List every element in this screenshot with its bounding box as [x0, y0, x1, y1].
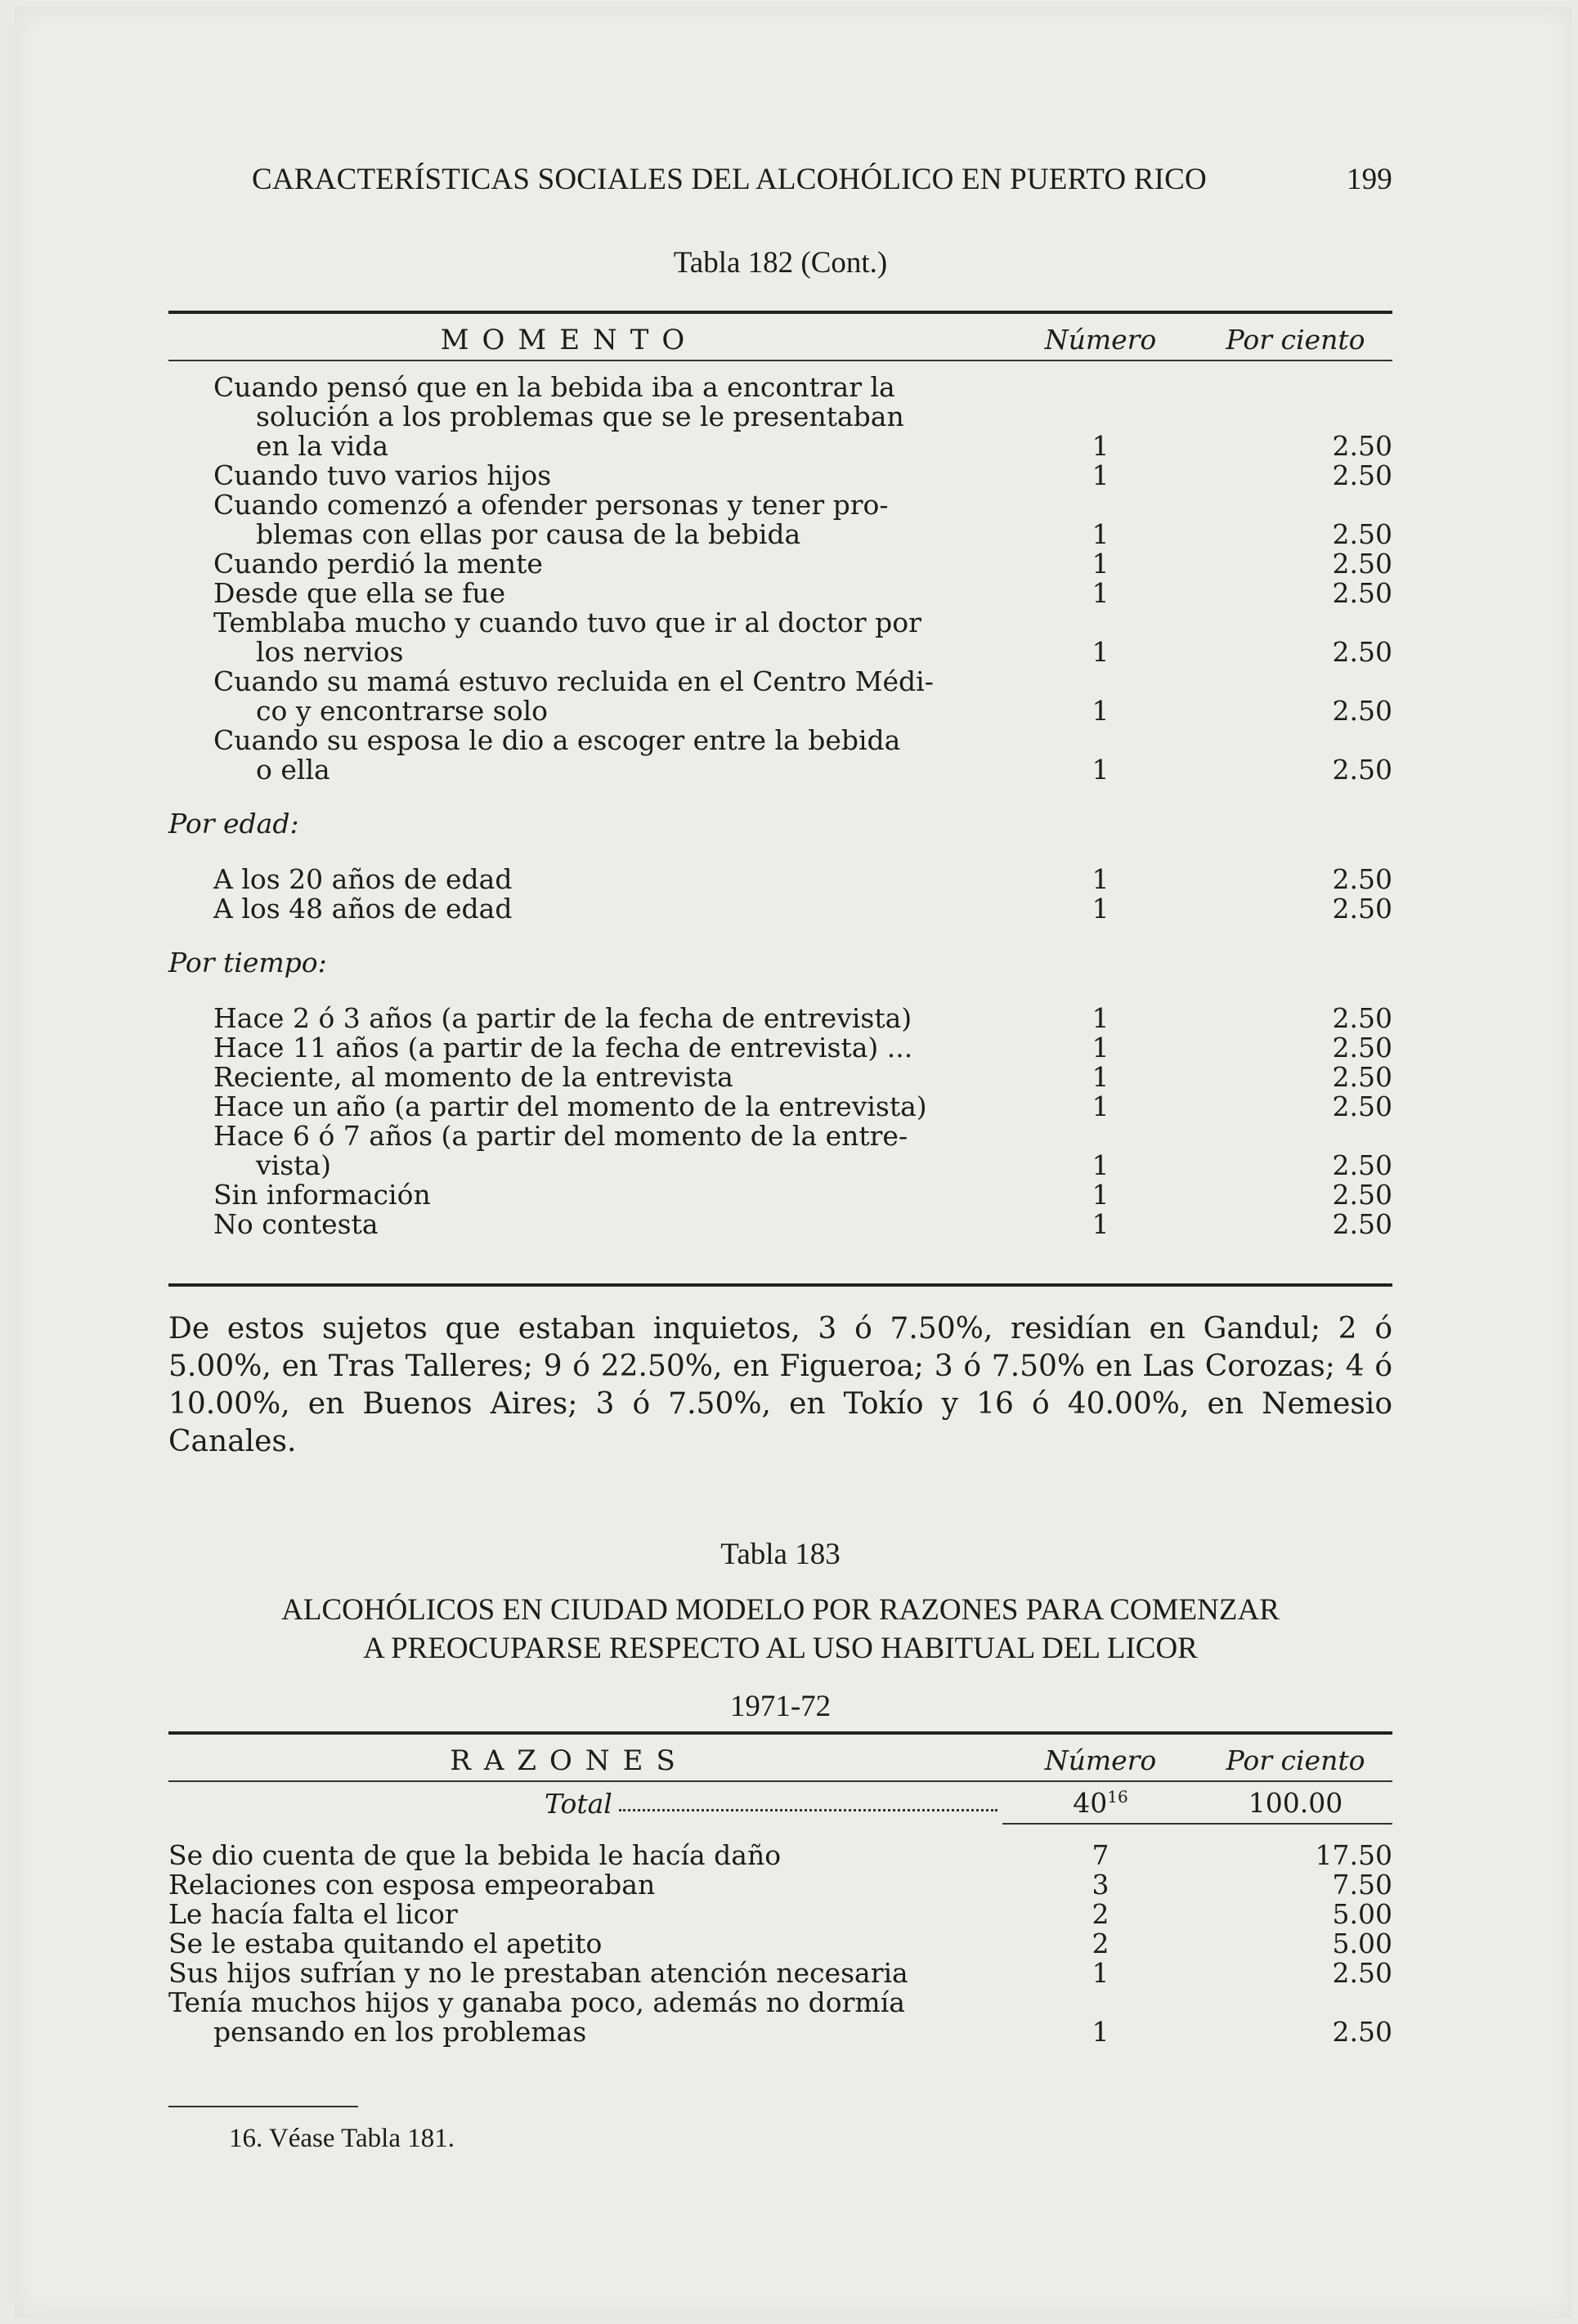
row-line: [168, 1870, 1002, 1900]
table-183-title-line1: ALCOHÓLICOS EN CIUDAD MODELO POR RAZONES PARA COMENZAR: [281, 1593, 1280, 1627]
row-percent: 2.50: [1332, 1957, 1392, 1989]
row-text: Se le estaba quitando el apetito: [168, 1928, 603, 1959]
row-percent: 7.50: [1332, 1869, 1392, 1901]
table-row: [168, 1180, 1392, 1210]
row-description: [168, 1063, 1002, 1092]
row-text: A los 20 años de edad: [213, 863, 513, 895]
row-number: 1: [1092, 1002, 1110, 1034]
row-number: 1: [1092, 1957, 1110, 1989]
header-number: Número: [1002, 1738, 1199, 1781]
row-text: Relaciones con esposa empeoraban: [168, 1869, 656, 1901]
row-description: [168, 1180, 1002, 1210]
row-line: [213, 579, 1002, 608]
row-text: vista): [256, 1149, 331, 1181]
table-row: [168, 1092, 1392, 1122]
table-row: [168, 490, 1392, 549]
row-text: en la vida: [256, 430, 388, 462]
row-number: 7: [1092, 1839, 1110, 1871]
footnote: [229, 2124, 455, 2154]
row-line: [213, 520, 1002, 549]
row-text: Cuando tuvo varios hijos: [213, 459, 552, 491]
row-line: [168, 1900, 1002, 1929]
row-line: Cuando pensó que en la bebida iba a encontrar la: [213, 371, 895, 403]
row-number: 1: [1092, 1061, 1110, 1093]
table-row: [168, 579, 1392, 608]
row-text: Hace 11 años (a partir de la fecha de entrevista) ...: [213, 1032, 913, 1063]
row-percent: 2.50: [1332, 1061, 1392, 1093]
table-row: [168, 549, 1392, 579]
row-description: [168, 1004, 1002, 1033]
row-text: Hace 2 ó 3 años (a partir de la fecha de entrevista): [213, 1002, 912, 1034]
row-line: [213, 461, 1002, 490]
row-percent: 2.50: [1332, 459, 1392, 491]
footnote-text: 16. Véase Tabla 181.: [229, 2124, 455, 2153]
row-number: 1: [1092, 459, 1110, 491]
row-description: [168, 579, 1002, 608]
row-line: [213, 549, 1002, 579]
row-percent: 2.50: [1332, 2016, 1392, 2048]
row-description: [168, 461, 1002, 490]
table-183-title: [137, 1592, 1423, 1666]
row-description: [168, 1959, 1002, 1988]
row-description: [168, 1092, 1002, 1122]
row-text: pensando en los problemas: [213, 2016, 587, 2048]
row-line: [213, 696, 1002, 726]
row-number: 1: [1092, 754, 1110, 786]
row-text: los nervios: [256, 636, 404, 668]
row-line: [213, 1033, 1002, 1063]
row-number: 1: [1092, 636, 1110, 668]
table-183-top-rule: [168, 1731, 1392, 1735]
row-text: Desde que ella se fue: [213, 577, 506, 609]
row-description: [168, 1929, 1002, 1959]
total-number: [1002, 1781, 1199, 1824]
table-182-caption: [168, 245, 1392, 280]
row-line: Cuando su mamá estuvo recluida en el Centro Médi-: [213, 665, 934, 697]
row-number: 1: [1092, 863, 1110, 895]
row-line: [213, 1063, 1002, 1092]
row-line: Cuando su esposa le dio a escoger entre la bebida: [213, 724, 901, 756]
row-text: co y encontrarse solo: [256, 695, 549, 727]
running-head-title: CARACTERÍSTICAS SOCIALES DEL ALCOHÓLICO EN PUERTO RICO: [252, 163, 1207, 196]
row-description: [168, 1033, 1002, 1063]
table-header-row: [168, 1738, 1392, 1781]
row-text: Hace un año (a partir del momento de la entrevista): [213, 1090, 927, 1122]
row-line: [213, 638, 1002, 667]
row-line: [213, 1092, 1002, 1122]
row-percent: 2.50: [1332, 695, 1392, 727]
row-line: [168, 1841, 1002, 1870]
row-percent: 2.50: [1332, 636, 1392, 668]
row-description: [168, 1900, 1002, 1929]
table-182-caption-text: Tabla 182 (Cont.): [673, 246, 888, 280]
row-percent: 2.50: [1332, 863, 1392, 895]
row-line: [213, 1004, 1002, 1033]
table-182-top-rule: [168, 311, 1392, 314]
table-183-title-line2: A PREOCUPARSE RESPECTO AL USO HABITUAL DEL LICOR: [363, 1632, 1198, 1665]
row-text: Reciente, al momento de la entrevista: [213, 1061, 733, 1093]
row-percent: 5.00: [1332, 1928, 1392, 1959]
row-description: [168, 608, 1002, 667]
row-line: Temblaba mucho y cuando tuvo que ir al doctor por: [213, 607, 921, 638]
row-text: Cuando perdió la mente: [213, 548, 543, 580]
row-description: [168, 894, 1002, 924]
section-por-tiempo: [168, 924, 1392, 1004]
page-number: 199: [1346, 163, 1392, 196]
row-number: 1: [1092, 1208, 1110, 1240]
row-description: [168, 1870, 1002, 1900]
total-percent: 100.00: [1199, 1781, 1392, 1824]
row-description: [168, 1122, 1002, 1180]
row-line: [168, 1959, 1002, 1988]
row-line: [213, 1210, 1002, 1239]
row-description: [168, 865, 1002, 894]
footnote-ref: 16: [1107, 1787, 1128, 1807]
row-line: [213, 1180, 1002, 1210]
row-text: Sus hijos sufrían y no le prestaban atención necesaria: [168, 1957, 908, 1989]
row-line: [168, 1929, 1002, 1959]
table-header-row: [168, 317, 1392, 360]
table-row: [168, 1063, 1392, 1092]
document-page: [15, 7, 1572, 2318]
section-por-edad-label: Por edad:: [168, 808, 299, 840]
row-percent: 17.50: [1315, 1839, 1392, 1871]
row-line: Cuando comenzó a ofender personas y tener pro-: [213, 489, 889, 521]
row-number: 1: [1092, 893, 1110, 925]
row-percent: 2.50: [1332, 548, 1392, 580]
row-number: 2: [1092, 1928, 1110, 1959]
row-number: 1: [1092, 577, 1110, 609]
table-183-year-text: 1971-72: [729, 1690, 832, 1723]
table-row: [168, 1004, 1392, 1033]
row-number: 2: [1092, 1898, 1110, 1930]
row-line: Tenía muchos hijos y ganaba poco, además no dormía: [168, 1986, 905, 2018]
table-182-bottom-rule: [168, 1283, 1392, 1287]
row-percent: 2.50: [1332, 1149, 1392, 1181]
table-row: [168, 865, 1392, 894]
row-line: [213, 432, 1002, 461]
row-number: 1: [1092, 695, 1110, 727]
row-percent: 2.50: [1332, 754, 1392, 786]
row-line: [213, 865, 1002, 894]
row-description: [168, 1210, 1002, 1239]
row-number: 1: [1092, 1149, 1110, 1181]
row-line: solución a los problemas que se le presentaban: [256, 401, 904, 432]
table-row: [168, 726, 1392, 785]
table-row: [168, 1122, 1392, 1180]
header-number: Número: [1002, 317, 1199, 360]
row-number: 1: [1092, 518, 1110, 550]
row-percent: 2.50: [1332, 1179, 1392, 1211]
table-row: [168, 894, 1392, 924]
row-number: 1: [1092, 1032, 1110, 1063]
leader-dots: [619, 1809, 997, 1811]
row-description: [168, 373, 1002, 461]
section-por-edad: [168, 785, 1392, 865]
table-row: [168, 1929, 1392, 1959]
table-183-caption-text: Tabla 183: [720, 1538, 841, 1571]
row-text: Le hacía falta el licor: [168, 1898, 458, 1930]
row-description: [168, 549, 1002, 579]
header-percent: Por ciento: [1199, 317, 1392, 360]
row-number: 3: [1092, 1869, 1110, 1901]
row-number: 1: [1092, 1179, 1110, 1211]
row-percent: 2.50: [1332, 430, 1392, 462]
table-row: [168, 1210, 1392, 1239]
table-row: [168, 667, 1392, 726]
row-number: 1: [1092, 430, 1110, 462]
row-number: 1: [1092, 2016, 1110, 2048]
row-text: Se dio cuenta de que la bebida le hacía daño: [168, 1839, 782, 1871]
row-description: [168, 490, 1002, 549]
total-number-value: 40: [1073, 1787, 1108, 1819]
row-percent: 2.50: [1332, 1090, 1392, 1122]
row-line: Hace 6 ó 7 años (a partir del momento de la entre-: [213, 1120, 908, 1152]
table-row: [168, 1870, 1392, 1900]
row-description: [168, 667, 1002, 726]
row-percent: 2.50: [1332, 1002, 1392, 1034]
row-text: A los 48 años de edad: [213, 893, 513, 925]
row-line: [213, 894, 1002, 924]
row-text: blemas con ellas por causa de la bebida: [256, 518, 801, 550]
total-text: Total: [545, 1788, 612, 1820]
table-183-year: [168, 1689, 1392, 1724]
row-text: Sin información: [213, 1179, 431, 1211]
row-line: [168, 2017, 1002, 2047]
row-description: [168, 1988, 1002, 2047]
table-row: [168, 1988, 1392, 2047]
header-main: RAZONES: [168, 1738, 1002, 1781]
body-paragraph: [168, 1310, 1392, 1461]
row-text: o ella: [256, 754, 330, 786]
row-line: [213, 1151, 1002, 1180]
spacer-row: [168, 1824, 1392, 1841]
total-row: [168, 1781, 1392, 1824]
row-number: 1: [1092, 548, 1110, 580]
row-percent: 2.50: [1332, 1208, 1392, 1240]
table-183: [168, 1738, 1392, 2047]
footnote-rule: [168, 2106, 358, 2107]
row-text: No contesta: [213, 1208, 379, 1240]
row-number: 1: [1092, 1090, 1110, 1122]
row-line: [213, 755, 1002, 785]
table-row: [168, 461, 1392, 490]
table-183-caption: [168, 1537, 1392, 1572]
row-percent: 2.50: [1332, 1032, 1392, 1063]
row-percent: 2.50: [1332, 518, 1392, 550]
row-percent: 5.00: [1332, 1898, 1392, 1930]
table-row: [168, 1841, 1392, 1870]
table-182: [168, 317, 1392, 1239]
section-por-tiempo-label: Por tiempo:: [168, 947, 327, 978]
table-row: [168, 1033, 1392, 1063]
table-row: [168, 1959, 1392, 1988]
total-label: [168, 1781, 1002, 1824]
row-description: [168, 726, 1002, 785]
header-main: MOMENTO: [168, 317, 1002, 360]
table-row: [168, 1900, 1392, 1929]
row-description: [168, 1841, 1002, 1870]
row-percent: 2.50: [1332, 893, 1392, 925]
table-row: [168, 608, 1392, 667]
row-percent: 2.50: [1332, 577, 1392, 609]
header-percent: Por ciento: [1199, 1738, 1392, 1781]
table-row: [168, 373, 1392, 461]
body-paragraph-text: De estos sujetos que estaban inquietos, 3 ó 7.50%, residían en Gandul; 2 ó 5.00%, en Tras Talleres; 9 ó 22.50%, en Figueroa; 3 ó 7.50% en Las Corozas; 4 ó 10.00%, en Buenos Aires; 3 ó 7.50%, en Tokío y 16 ó 40.00%, en Nemesio Canales.: [168, 1312, 1392, 1458]
